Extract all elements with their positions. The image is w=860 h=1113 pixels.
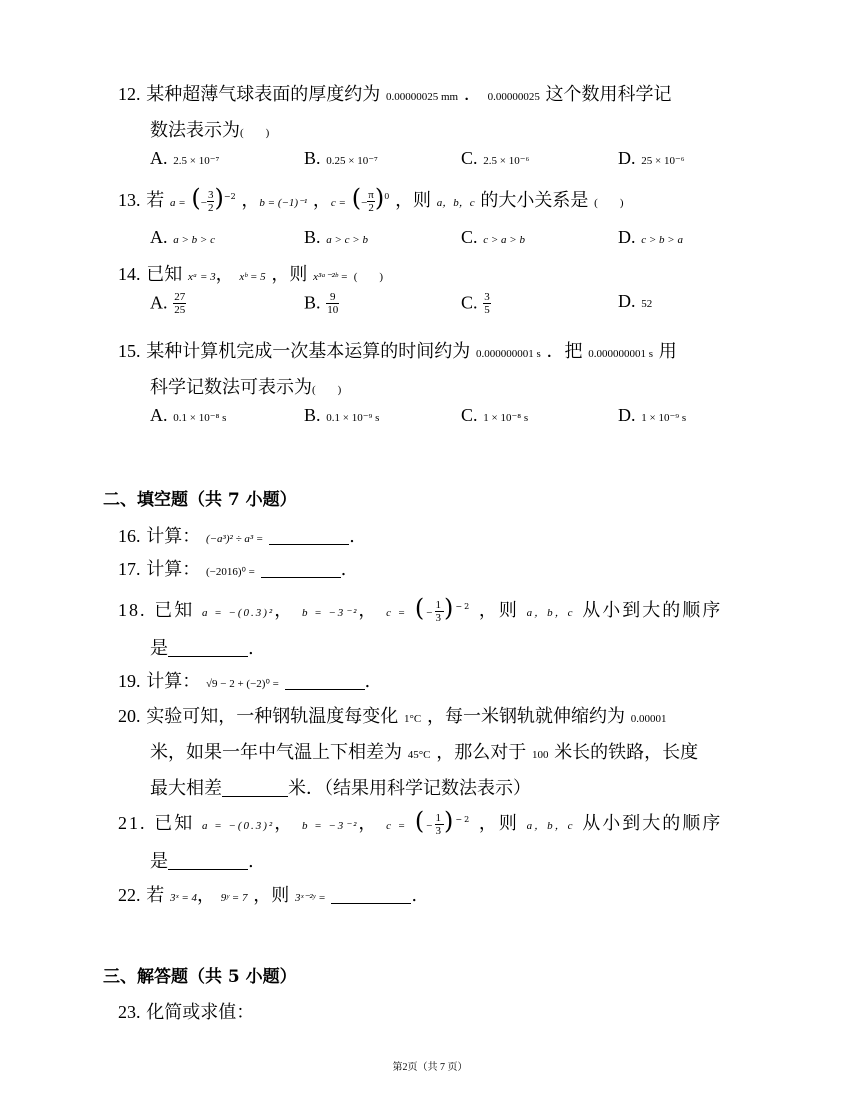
math-value: 0.000000001 s xyxy=(475,348,541,360)
question-12 xyxy=(118,78,760,150)
question-16: 16. 计算： (−a³)² ÷ a³ = . xyxy=(118,526,355,547)
math-value: a，b，c xyxy=(436,197,475,209)
answer-paren: ( ) xyxy=(240,127,270,139)
math-value: x³ᵃ⁻²ᵇ = xyxy=(313,271,348,283)
answer-blank[interactable] xyxy=(269,526,349,545)
math-value: a = xyxy=(169,197,186,209)
options-12 xyxy=(150,148,770,174)
math-value: xᵃ = 3 xyxy=(187,271,216,283)
question-text: 这个数用科学记 xyxy=(545,84,672,105)
question-text: 数法表示为 xyxy=(150,120,240,141)
answer-paren: ( ) xyxy=(312,384,342,396)
options-14 xyxy=(150,291,770,317)
fraction: $\frac{3}{2}$ xyxy=(207,188,214,214)
math-value: b = (−1)⁻¹ xyxy=(259,197,308,209)
option-b[interactable]: B. 0.1 × 10⁻⁹ s xyxy=(304,405,380,425)
options-15 xyxy=(150,405,770,431)
question-number: 14. xyxy=(118,264,141,284)
section-heading: 二、填空题（共 7 小题） xyxy=(103,490,297,510)
answer-blank[interactable] xyxy=(285,671,365,690)
options-13 xyxy=(150,227,770,253)
option-b[interactable]: B. a > c > b xyxy=(304,227,368,247)
option-a[interactable]: A. 0.1 × 10⁻⁸ s xyxy=(150,405,227,425)
math-value: √9 − 2 + (−2)⁰ = xyxy=(205,678,279,690)
question-19: 19. 计算： √9 − 2 + (−2)⁰ = . xyxy=(118,671,371,692)
question-23: 23. 化简或求值： xyxy=(118,1002,255,1023)
option-c[interactable]: C. 2.5 × 10⁻⁶ xyxy=(461,148,530,168)
question-text: ．把 xyxy=(546,341,583,362)
question-number: 15. xyxy=(118,341,141,361)
question-18-line2: 是 . xyxy=(150,638,254,659)
fraction: $\frac{\pi}{2}$ xyxy=(368,188,374,214)
separator: ． xyxy=(463,84,482,105)
question-13: 13. 若 a = (− $\frac{3}{2}$ )$^{-2}$ ，b = (−1)⁻¹ ，c = (− $\frac{\pi}{2}$ )$^0$ ，则 a，b，c 的大小关系是 ( ) xyxy=(118,184,624,214)
question-text: 的大小关系是 xyxy=(480,190,589,211)
math-value: 0.00000025 mm xyxy=(385,91,459,103)
question-15 xyxy=(118,335,760,407)
option-c[interactable]: C. 1 × 10⁻⁸ s xyxy=(461,405,529,425)
question-21: 21. 已知 a = −(0.3)²， b = −3⁻²， c = (− $\frac{1}{3}$ )$^{-2}$ ，则 a，b，c 从小到大的顺序 xyxy=(118,807,723,837)
option-b[interactable]: B. 0.25 × 10⁻⁷ xyxy=(304,148,378,168)
question-22: 22. 若 3ˣ = 4， 9ʸ = 7 ，则 3ˣ⁻²ʸ = . xyxy=(118,885,418,906)
question-20: 20. 实验可知，一种钢轨温度每变化 1°C ，每一米钢轨就伸缩约为 0.00001 米，如果一年中气温上下相差为 45°C ，那么对于 100 米长的铁路，长度 最大相差 米．（结果用科学记数法表示） xyxy=(118,706,699,799)
question-14: 14. 已知 xᵃ = 3， xᵇ = 5 ，则 x³ᵃ⁻²ᵇ = ( ) xyxy=(118,264,384,285)
question-text: ，则 xyxy=(395,190,432,211)
math-value: 0.00000025 xyxy=(487,91,540,103)
option-b[interactable]: B. $\frac{9}{10}$ xyxy=(304,291,339,316)
question-text: 已知 xyxy=(146,264,183,285)
page-footer: 第2页（共 7 页） xyxy=(392,1062,468,1073)
question-number: 12. xyxy=(118,84,141,104)
question-18: 18. 已知 a = −(0.3)²， b = −3⁻²， c = (− $\frac{1}{3}$ )$^{-2}$ ，则 a，b，c 从小到大的顺序 xyxy=(118,594,723,624)
question-21-line2: 是 . xyxy=(150,851,254,872)
math-value: 0.000000001 s xyxy=(588,348,653,360)
option-d[interactable]: D. 25 × 10⁻⁶ xyxy=(618,148,685,168)
answer-paren: ( ) xyxy=(594,197,624,209)
math-value: c = xyxy=(330,197,346,209)
math-value: (−a³)² ÷ a³ = xyxy=(205,533,264,545)
math-value: xᵇ = 5 xyxy=(239,271,266,283)
answer-paren: ( ) xyxy=(353,271,384,283)
answer-blank[interactable] xyxy=(261,559,341,578)
question-text: ，则 xyxy=(271,264,308,285)
option-c[interactable]: C. $\frac{3}{5}$ xyxy=(461,291,490,316)
option-d[interactable]: D. 52 xyxy=(618,291,653,311)
question-number: 13. xyxy=(118,190,141,210)
option-c[interactable]: C. c > a > b xyxy=(461,227,525,247)
question-text: 某种计算机完成一次基本运算的时间约为 xyxy=(146,341,471,362)
answer-blank[interactable] xyxy=(331,885,411,904)
option-d[interactable]: D. 1 × 10⁻⁹ s xyxy=(618,405,687,425)
option-a[interactable]: A. 2.5 × 10⁻⁷ xyxy=(150,148,220,168)
answer-blank[interactable] xyxy=(222,778,288,797)
section-heading: 三、解答题（共 5 小题） xyxy=(103,967,297,987)
question-text: 若 xyxy=(146,190,165,211)
question-text: 某种超薄气球表面的厚度约为 xyxy=(146,84,381,105)
option-d[interactable]: D. c > b > a xyxy=(618,227,683,247)
option-a[interactable]: A. $\frac{27}{25}$ xyxy=(150,291,186,316)
option-a[interactable]: A. a > b > c xyxy=(150,227,215,247)
question-text: 用 xyxy=(658,341,677,362)
math-value: (−2016)⁰ = xyxy=(205,566,255,578)
question-17: 17. 计算： (−2016)⁰ = . xyxy=(118,559,347,580)
question-text: 科学记数法可表示为 xyxy=(150,377,312,398)
answer-blank[interactable] xyxy=(168,851,248,870)
answer-blank[interactable] xyxy=(168,638,248,657)
